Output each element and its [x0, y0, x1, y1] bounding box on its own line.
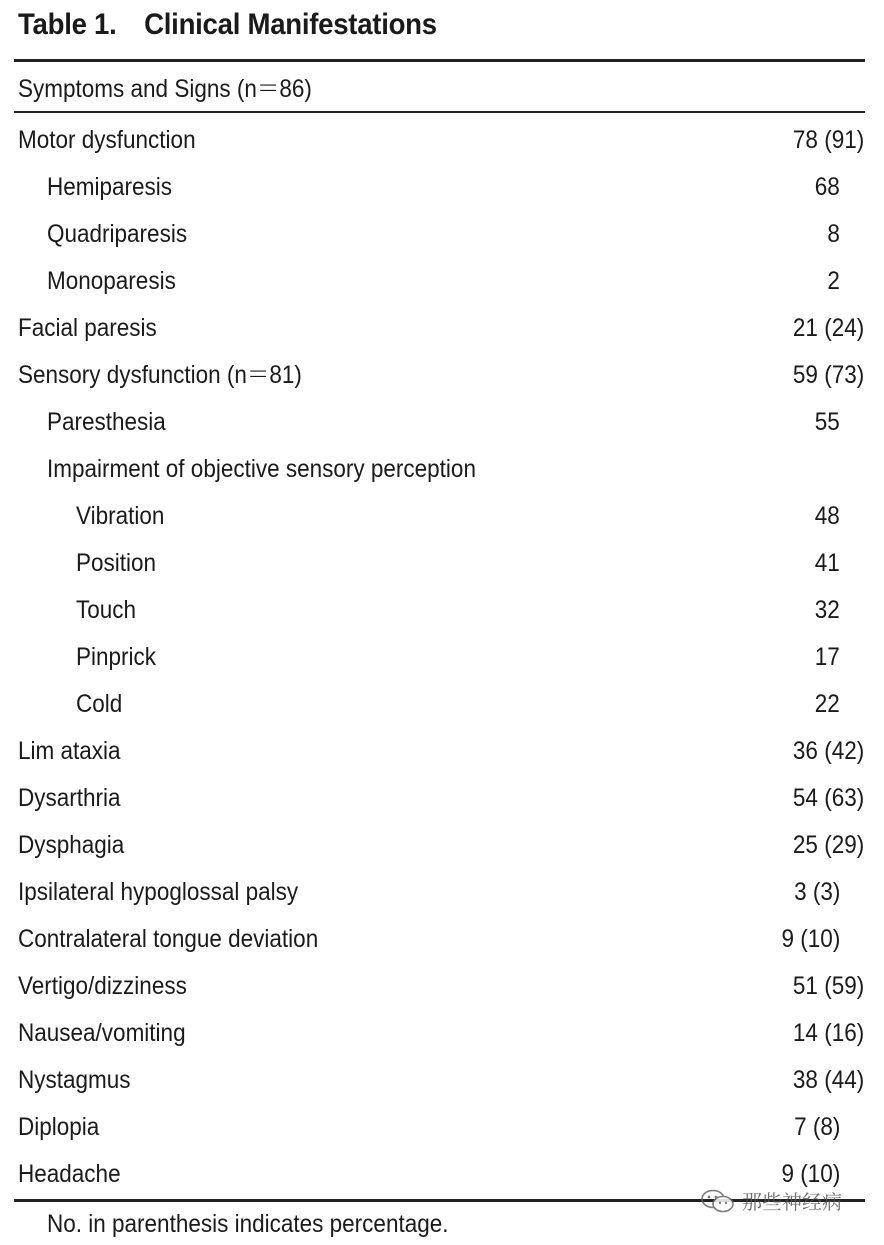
row-label: Hemiparesis	[47, 173, 173, 201]
row-value: 51 (59)	[792, 972, 864, 1000]
top-rule	[14, 59, 865, 62]
row-label: Motor dysfunction	[18, 126, 196, 154]
row-label: Vertigo/dizziness	[18, 972, 187, 1000]
table-row	[0, 869, 884, 916]
table-row	[0, 775, 884, 822]
row-label: Vibration	[76, 502, 165, 530]
row-value: 9 (10)	[781, 1160, 840, 1188]
row-value: 3 (3)	[793, 878, 840, 906]
row-value: 7 (8)	[793, 1113, 840, 1141]
table-row	[0, 634, 884, 681]
table-row	[0, 681, 884, 728]
table-row	[0, 728, 884, 775]
table-row	[0, 1104, 884, 1151]
table-row	[0, 164, 884, 211]
row-label: Paresthesia	[47, 408, 166, 436]
row-value: 22	[814, 690, 840, 718]
row-value: 41	[814, 549, 840, 577]
row-label: Lim ataxia	[18, 737, 121, 765]
table-row	[0, 587, 884, 634]
row-label: Impairment of objective sensory perception	[47, 455, 476, 483]
header-rule	[14, 111, 865, 113]
row-label: Cold	[76, 690, 123, 718]
row-value: 38 (44)	[792, 1066, 864, 1094]
watermark-text: 那些神经病	[742, 1192, 842, 1214]
row-value: 21 (24)	[792, 314, 864, 342]
row-value: 48	[814, 502, 840, 530]
row-value: 54 (63)	[792, 784, 864, 812]
row-label: Pinprick	[76, 643, 157, 671]
watermark	[700, 1186, 842, 1215]
table-row	[0, 258, 884, 305]
row-label: Touch	[76, 596, 137, 624]
table-title	[18, 8, 437, 42]
row-value: 55	[814, 408, 840, 436]
row-label: Nausea/vomiting	[18, 1019, 186, 1047]
row-label: Position	[76, 549, 157, 577]
row-label: Facial paresis	[18, 314, 157, 342]
table-caption: Clinical Manifestations	[144, 8, 437, 41]
row-label: Dysphagia	[18, 831, 125, 859]
row-value: 8	[827, 220, 840, 248]
row-label: Headache	[18, 1160, 121, 1188]
row-value: 2	[827, 267, 840, 295]
table-row	[0, 493, 884, 540]
column-header: Symptoms and Signs (n＝86)	[18, 75, 312, 103]
footnote: No. in parenthesis indicates percentage.	[47, 1210, 449, 1238]
row-label: Sensory dysfunction (n＝81)	[18, 361, 302, 389]
wechat-icon	[700, 1188, 736, 1214]
table-number: Table 1.	[18, 8, 117, 41]
row-label: Diplopia	[18, 1113, 100, 1141]
row-value: 9 (10)	[781, 925, 840, 953]
table-row	[0, 305, 884, 352]
table-row	[0, 916, 884, 963]
table-row	[0, 1010, 884, 1057]
row-label: Dysarthria	[18, 784, 121, 812]
row-value: 32	[814, 596, 840, 624]
row-value: 59 (73)	[792, 361, 864, 389]
row-value: 17	[814, 643, 840, 671]
row-label: Nystagmus	[18, 1066, 131, 1094]
table-row	[0, 540, 884, 587]
row-label: Ipsilateral hypoglossal palsy	[18, 878, 299, 906]
row-value: 14 (16)	[792, 1019, 864, 1047]
row-value: 78 (91)	[792, 126, 864, 154]
table-row	[0, 822, 884, 869]
table-row	[0, 963, 884, 1010]
row-value: 25 (29)	[792, 831, 864, 859]
table-row	[0, 399, 884, 446]
table-row	[0, 1057, 884, 1104]
row-value: 68	[814, 173, 840, 201]
row-label: Quadriparesis	[47, 220, 188, 248]
table-row	[0, 117, 884, 164]
row-value: 36 (42)	[792, 737, 864, 765]
table-row	[0, 446, 884, 493]
row-label: Contralateral tongue deviation	[18, 925, 319, 953]
table-row	[0, 352, 884, 399]
table-row	[0, 211, 884, 258]
row-label: Monoparesis	[47, 267, 176, 295]
